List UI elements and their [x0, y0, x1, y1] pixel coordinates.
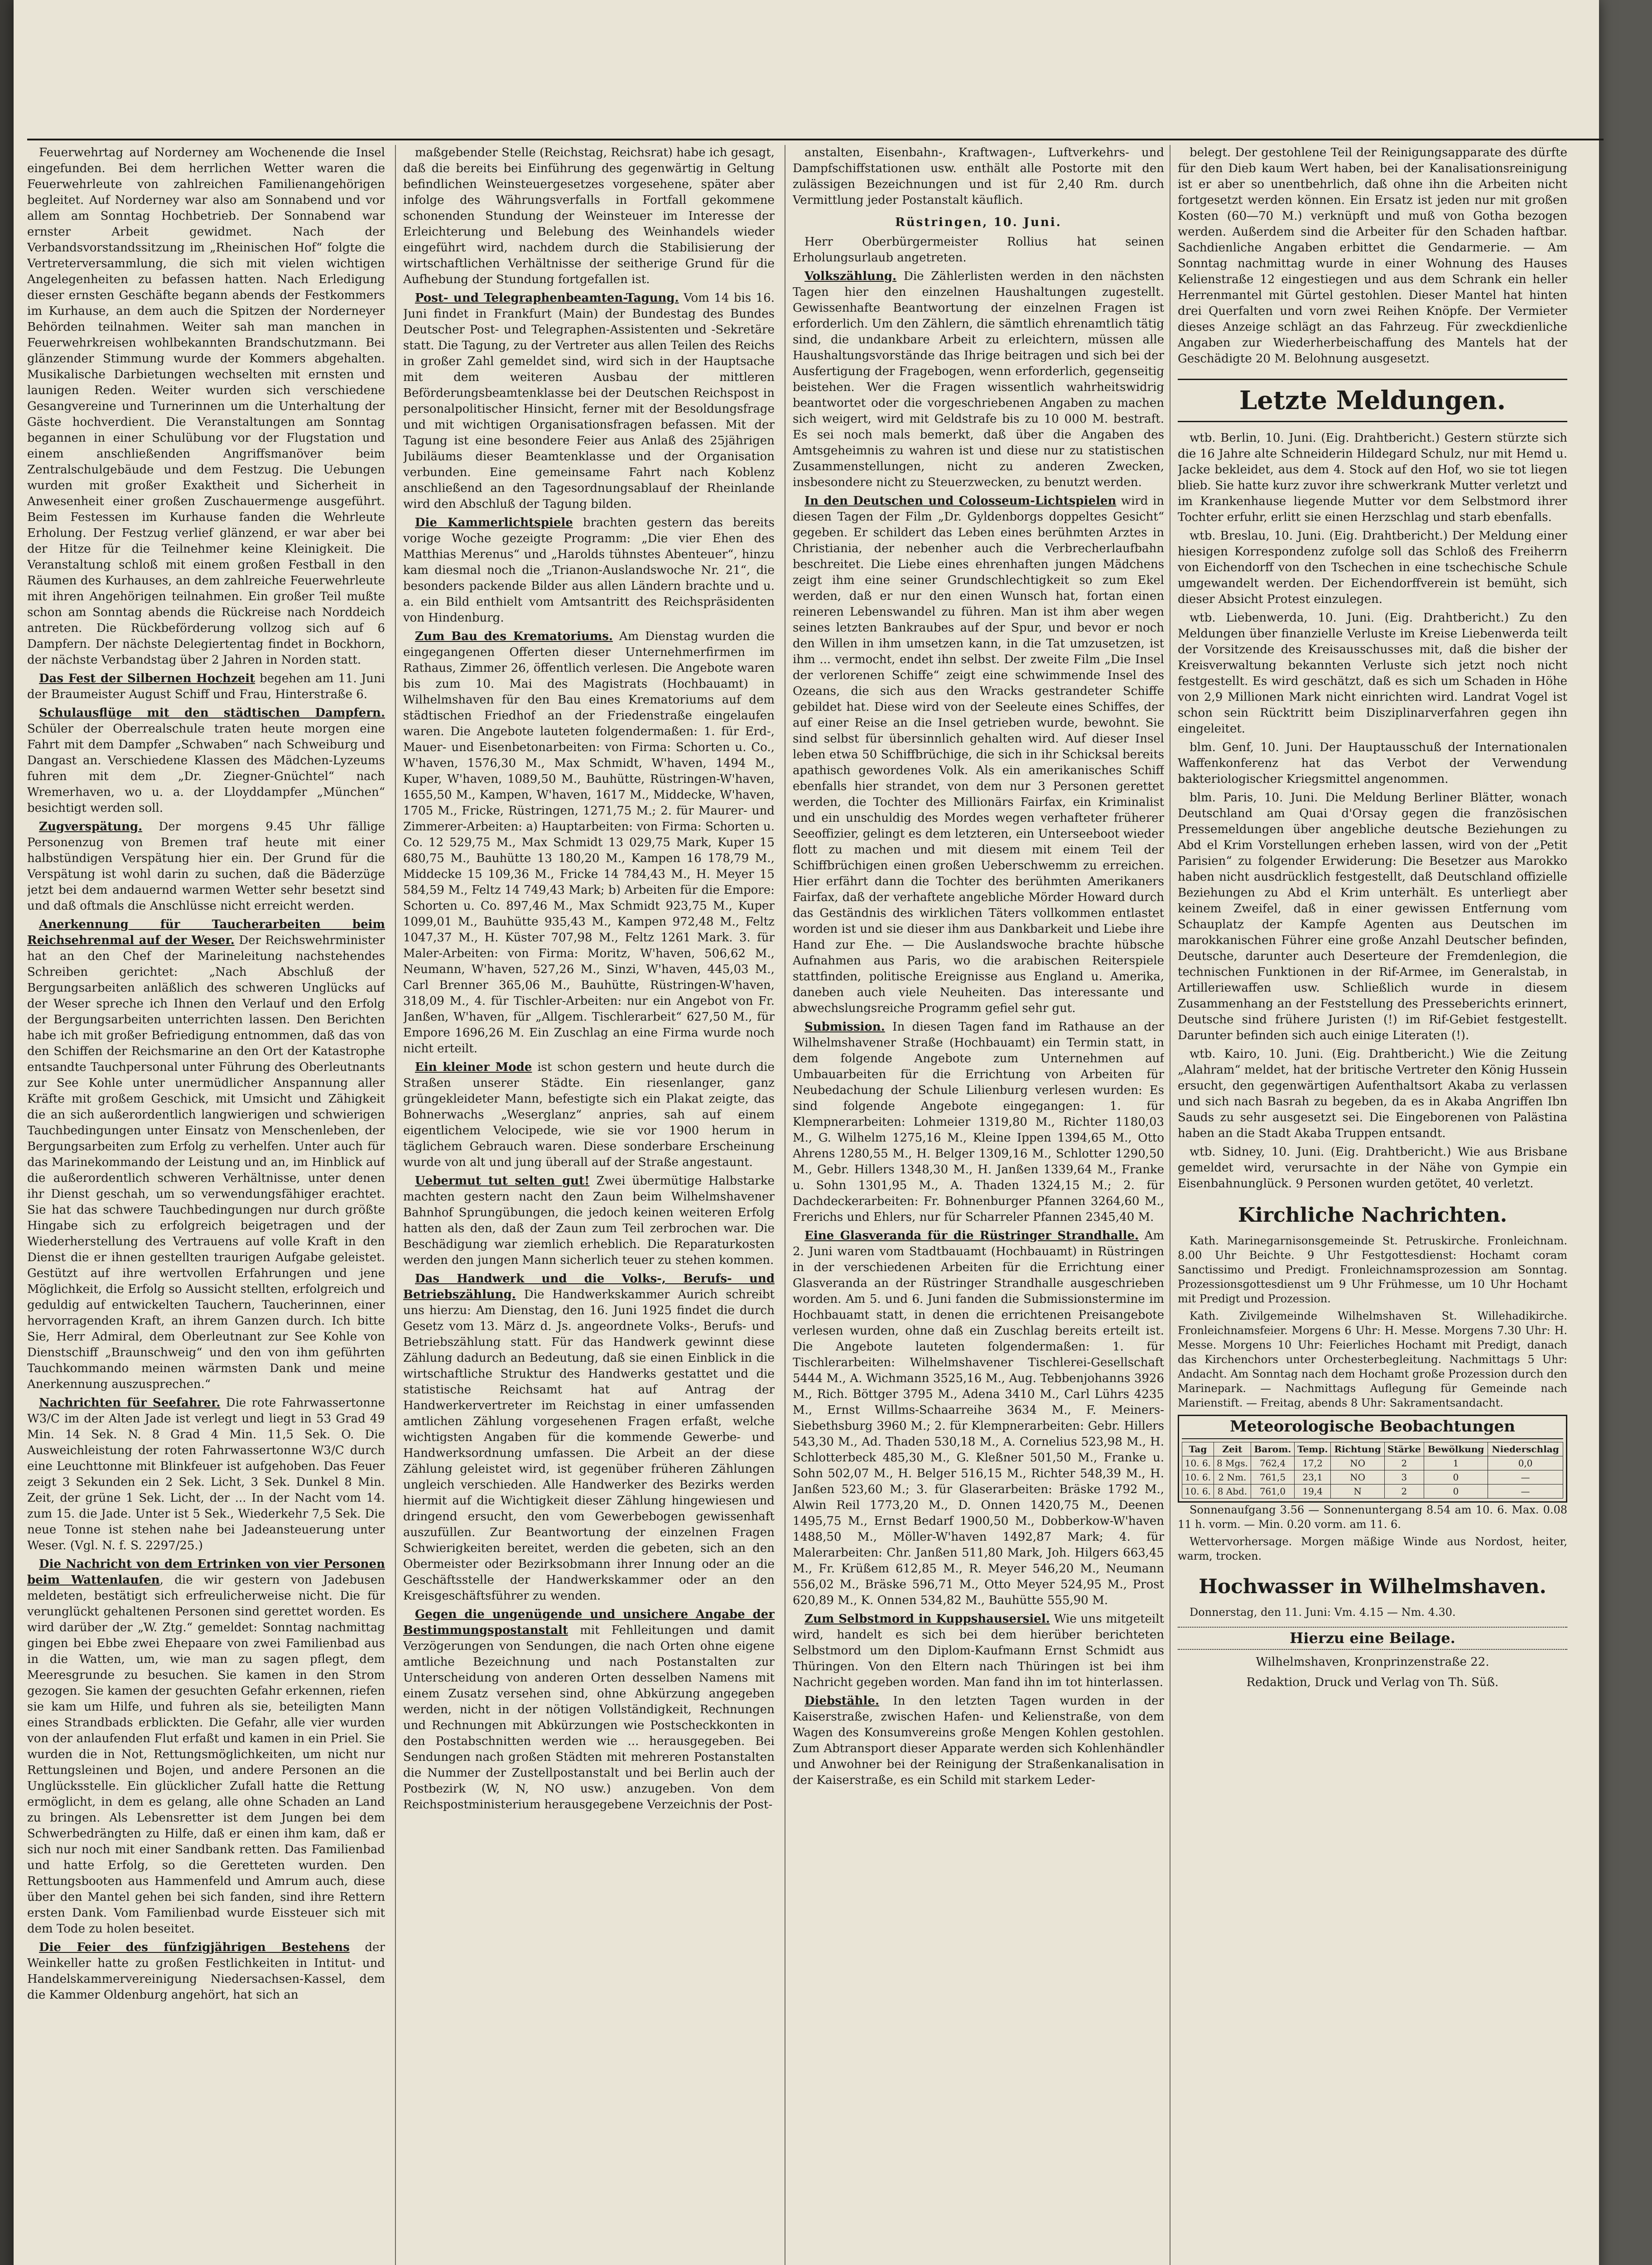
weather-cell: 2: [1384, 1456, 1424, 1470]
imprint-address: Wilhelmshaven, Kronprinzenstraße 22.: [1256, 1655, 1489, 1669]
article-paragraph: [793, 1228, 1164, 1609]
article-paragraph: [793, 493, 1164, 1017]
weather-cell: NO: [1331, 1470, 1384, 1484]
article-keyword: Das Handwerk und die Volks-, Berufs- und Betriebszählung.: [403, 1272, 775, 1301]
page-edge: [1599, 0, 1652, 2265]
article-keyword: Zum Bau des Krematoriums.: [415, 630, 613, 643]
article-keyword: Submission.: [804, 1020, 885, 1034]
article-keyword: Post- und Telegraphenbeamten-Tagung.: [415, 291, 679, 305]
article-paragraph: maßgebender Stelle (Reichstag, Reichsrat) habe ich gesagt, daß die bereits bei Einführung des gegenwärtig in Geltung befindlichen Weinsteuergesetzes vorgesehene, später aber infolge des Währungsverfalls in Fortfall gekommene schonenden Stundung der Weinsteuer im Interesse der Erleichterung und Belebung des Weinhandels wieder eingeführt wird, nachdem durch die Stabilisierung der wirtschaftlichen Verhältnisse der seitherige Grund für die Aufhebung der Stundung fortgefallen ist.: [403, 146, 775, 286]
weather-cell: 10. 6.: [1182, 1470, 1214, 1484]
article-text: Zwei übermütige Halbstarke machten gestern nacht den Zaun beim Wilhelmshavener Bahnhof Sprungübungen, die jedoch keinen weiteren Erfolg hatten als den, daß der Zaun zum Teil zerbrochen war. Die Beschädigung war ziemlich erheblich. Die Reparaturkosten werden den jungen Mann sicherlich teuer zu stehen kommen.: [403, 1174, 775, 1267]
news-item: wtb. Liebenwerda, 10. Juni. (Eig. Drahtbericht.) Zu den Meldungen über finanzielle Verluste im Kreise Liebenwerda teilt der Vorsitzende des Kreisausschusses mit, daß die bisher der Kreisverwaltung bekannten Verluste sich jetzt noch nicht festgestellt. Es wird geschätzt, daß es sich um Schaden in Höhe von 2,9 Millionen Mark nicht einrichten wird. Landrat Vogel ist schon sein Rücktritt beim Disziplinarverfahren gegen ihn eingeleitet.: [1178, 611, 1567, 736]
article-paragraph: [403, 1607, 775, 1813]
article-text: der Weinkeller hatte zu großen Festlichkeiten in Intitut- und Handelskammervereinigung Niedersachsen-Kassel, dem die Kammer Oldenburg angehört, hat sich an: [27, 1941, 385, 2002]
article-paragraph: [403, 629, 775, 1057]
article-keyword: Diebstähle.: [804, 1694, 880, 1708]
weather-cell: NO: [1331, 1456, 1384, 1470]
article-keyword: Gegen die ungenügende und unsichere Angabe der Bestimmungspostanstalt: [403, 1608, 775, 1637]
article-text: wird in diesen Tagen der Film „Dr. Gyldenborgs doppeltes Gesicht“ gegeben. Er schildert das Leben eines berühmten Arztes in Christiania, der nebenher auch die Verbrecherlaufbahn beschreitet. Die Liebe eines ehrenhaften jungen Mädchens zeigt ihm eine seiner Grundschlechtigkeit so zum Ekel werden, daß er nur den einen Wunsch hat, fortan einen reineren Lebenswandel zu führen. Man ist ihm aber wegen seines letzten Bankraubes auf der Spur, und bevor er noch den Willen in ihm umsetzen kann, in die Tat umzusetzen, ist ihm ... vermocht, endet ihn selbst. Der zweite Film „Die Insel der verlorenen Schiffe“ zeigt eine schwimmende Insel des Ozeans, die sich aus den Wracks gestrandeter Schiffe gebildet hat. Diese wird von der Seeleute eines Schiffes, der auf einer Reise an die Insel getrieben wurde, bewohnt. Sie sind selbst für übersinnlich gehalten wird. Auf dieser Insel leben etwa 50 Schiffbrüchige, die sich in ihr Schicksal bereits apathisch gewordenes Volk. Als ein amerikanisches Schiff ebenfalls hier strandet, von dem nur 3 Personen gerettet werden, die Tochter des Millionärs Fairfax, ein Kriminalist und ein unschuldig des Mordes wegen verhafteter früherer Seeoffizier, gelingt es dem letzteren, ein Unterseeboot wieder flott zu machen und mit diesem mit einem Teil der Schiffbrüchigen einen großen Ueberschwemm zu erreichen. Hier erfährt dann die Tochter des berühmten Amerikaners Fairfax, daß der verhaftete angebliche Mörder Howard durch das Geständnis des wirklichen Täters vollkommen entlastet worden ist und sie dieser ihm aus Dankbarkeit und Liebe ihre Hand zur Ehe. — Die Auslandswoche brachte hübsche Aufnahmen aus Paris, wo die arabischen Reiterspiele stattfinden, politische Ereignisse aus England u. Amerika, daneben auch viele Neuheiten. Das interessante und abwechslungsreiche Programm gefiel sehr gut.: [793, 494, 1164, 1015]
latest-news-heading: Letzte Meldungen.: [1178, 379, 1567, 422]
news-item: wtb. Breslau, 10. Juni. (Eig. Drahtbericht.) Der Meldung einer hiesigen Korrespondenz zufolge soll das Schloß des Freiherrn von Eichendorff von den Tschechen in eine tschechische Schule umgewandelt werden. Der Eichendorffverein ist bemüht, sich dieser Absicht Protest einzulegen.: [1178, 529, 1567, 606]
weather-cell: 3: [1384, 1470, 1424, 1484]
article-paragraph: [793, 1611, 1164, 1691]
sun-times: Sonnenaufgang 3.56 — Sonnenuntergang 8.54 am 10. 6. Max. 0.08 11 h. vorm. — Min. 0.20 vorm. am 11. 6.: [1178, 1504, 1567, 1531]
article-paragraph: [27, 671, 385, 703]
weather-cell: 0: [1424, 1484, 1488, 1499]
article-paragraph: [403, 515, 775, 626]
weather-table-row: [1182, 1484, 1563, 1499]
weather-observations-title: Meteorologische Beobachtungen: [1182, 1419, 1563, 1439]
article-text: , die wir gestern von Jadebusen meldeten, bestätigt sich erfreulicherweise nicht. Die für verunglückt gehaltenen Personen sind gerettet worden. Es wird darüber der „W. Ztg.“ gemeldet: Sonntag nachmittag gingen bei Ebbe zwei Ehepaare von zwei Familienbad aus in die Watten, um, wie man zu sagen pflegt, dem Meeresgrunde zu besuchen. Sie kamen in den Strom gezogen. Sie kamen der gesuchten Gefahr erkennen, riefen sie kam um Hilfe, und fuhren als sie, beteiligten Mann eines Strandbads erblickten. Die Gefahr, alle vier wurden von der anlaufenden Flut erfaßt und kamen in ein Priel. Sie wurden die in Not, Rettungsmöglichkeiten, um nicht nur Rettungsleinen und Bojen, und andere Personen an die Unglücksstelle. Ein glücklicher Zufall hatte die Rettung ermöglicht, in dem es gelang, alle ohne Schaden an Land zu bringen. Als Lebensretter ist dem Jungen bei dem Schwerbedrängten zu Hilfe, daß er einen ihm kam, daß er sich nur noch mit einer Sandbank retten. Das Familienbad und hatte Erfolg, so die Geretteten wurden. Den Rettungsbooten aus Hammenfeld und Amrum auch, diese über den Mantel gehen bei sich fanden, sind ihre Rettern ersten Dank. Vom Familienbad wurde Eissteuer sich mit dem Tode zu holen beseitet.: [27, 1573, 385, 1936]
article-paragraph: [403, 1271, 775, 1604]
article-text: Die rote Fahrwassertonne W3/C im der Alten Jade ist verlegt und liegt in 53 Grad 49 Min. 14 Sek. N. 8 Grad 4 Min. 11,5 Sek. O. Die Ausweichleistung der roten Fahrwassertonne W3/C durch eine Leuchttonne mit Blinkfeuer ist aufgehoben. Das Feuer zeigt 3 Sekunden ein 2 Sek. Licht, 3 Sek. Dunkel 8 Min. Zeit, der grüne 1 Sek. Licht, der ... In der Nacht vom 14. zum 15. die Jade. Unter ist 5 Sek., Wiederkehr 7,5 Sek. Die neue Tonne ist stehen nahe bei Jadeansteuerung unter Weser. (Vgl. N. f. S. 2297/25.): [27, 1396, 385, 1552]
article-keyword: Zugverspätung.: [39, 820, 143, 834]
weather-cell: 8 Abd.: [1214, 1484, 1251, 1499]
article-keyword: Die Kammerlichtspiele: [415, 516, 573, 530]
weather-cell: 19,4: [1294, 1484, 1331, 1499]
article-text: Vom 14 bis 16. Juni findet in Frankfurt (Main) der Bundestag des Bundes Deutscher Post- und Telegraphen-Assistenten und -Sekretäre statt. Die Tagung, zu der Vertreter aus allen Teilen des Reichs in großer Zahl gemeldet sind, wird sich in der Hauptsache mit dem weiteren Ausbau der mittleren Beförderungsbeamtenklasse bei der Deutschen Reichspost in personalpolitischer Hinsicht, ferner mit der Besoldungsfrage und mit wichtigen Organisationsfragen befassen. Mit der Tagung ist eine besondere Feier aus Anlaß des 25jährigen Jubiläums dieser Beamtenklasse und der Organisation verbunden. Eine gemeinsame Fahrt nach Koblenz anschließend an den Tagesordnungsablauf der Rheinlande wird den Abschluß der Tagung bilden.: [403, 291, 775, 511]
dateline: Rüstringen, 10. Juni.: [895, 216, 1062, 229]
article-keyword: Schulausflüge mit den städtischen Dampfern.: [39, 706, 385, 720]
weather-cell: 10. 6.: [1182, 1456, 1214, 1470]
weather-cell: 2 Nm.: [1214, 1470, 1251, 1484]
news-item: wtb. Berlin, 10. Juni. (Eig. Drahtbericht.) Gestern stürzte sich die 16 Jahre alte Schneiderin Hildegard Schulz, nur mit Hemd u. Jacke bekleidet, aus dem 4. Stock auf den Hof, wo sie tot liegen blieb. Sie hatte kurz zuvor ihre schwerkrank Mutter verletzt und im Krankenhause liegende Mutter vor dem Selbstmord ihrer Tochter erfuhr, erlitt sie einen Herzschlag und starb ebenfalls.: [1178, 431, 1567, 524]
article-paragraph: [27, 1557, 385, 1937]
weather-table-row: [1182, 1456, 1563, 1470]
news-item: blm. Paris, 10. Juni. Die Meldung Berliner Blätter, wonach Deutschland am Quai d'Orsay gegen die französischen Pressemeldungen über angebliche deutsche Beziehungen zu Abd el Krim Vorstellungen erheben lassen, wird von der „Petit Parisien“ zu folgender Erwiderung: Die Besetzer aus Marokko haben nicht ausdrücklich festgestellt, daß Deutschland offizielle Beziehungen zu Abd el Krim unterhält. Es unterliegt aber keinem Zweifel, daß in einer gewissen Entfernung vom Schauplatz der Kampfe Agenten aus Deutschen im marokkanischen Führer eine große Anzahl Deutscher befinden, Deutsche, darunter auch Deserteure der Fremdenlegion, die technischen Funktionen in der Rif-Armee, im Generalstab, in Artilleriewaffen usw. Schließlich wurde in diesem Zusammenhang an der Feststellung des Presseberichts erinnert, Deutsche sind frühere Juristen (!) im Rif-Gebiet festgestellt. Darunter befinden sich auch einige Literaten (!).: [1178, 791, 1567, 1042]
article-text: mit Fehlleitungen und damit Verzögerungen von Sendungen, die nach Orten ohne eigene amtliche Bezeichnung und nach Postanstalten zur Unterscheidung von anderen Orten desselben Namens mit einem Zusatz versehen sind, ohne Abkürzung angegeben werden, nicht in der nötigen Vollständigkeit, Rechnungen und Rechnungen mit Abkürzungen wie Postscheckkonten in den Postabschnitten werden wie ... herausgegeben. Bei Sendungen nach großen Städten mit mehreren Postanstalten die Nummer der Zustellpostanstalt und bei Berlin auch der Postbezirk (W, N, NO usw.) anzugeben. Von dem Reichspostministerium herausgegebene Verzeichnis der Post-: [403, 1624, 775, 1812]
article-text: Die Handwerkskammer Aurich schreibt uns hierzu: Am Dienstag, den 16. Juni 1925 findet die durch Gesetz vom 13. März d. Js. angeordnete Volks-, Berufs- und Betriebszählung statt. Für das Handwerk gewinnt diese Zählung dadurch an Bedeutung, daß sie einen Einblick in die wirtschaftliche Struktur des Handwerks gestattet und die statistische Reichsamt hat auf Antrag der Handwerkervertreter im Reichstag in einer umfassenden amtlichen Zählung vorgesehenen Fragen erfaßt, welche wichtigsten Angaben für die kommende Gewerbe- und Handwerksordnung umfassen. Die Arbeit an der diese Zählung geleistet wird, ist gegenüber früheren Zählungen ungleich verschieden. Alle Handwerker des Bezirks werden hiermit auf die Wichtigkeit dieser Zählung hingewiesen und dringend ersucht, den vom Gewerbebogen gewissenhaft auszufüllen. Zur Beantwortung der einzelnen Fragen Schwierigkeiten bereitet, werden die gebeten, sich an den Obermeister oder Bezirksobmann ihrer Innung oder an die Geschäftsstelle der Handwerkskammer oder an den Kreisgeschäftsführer zu wenden.: [403, 1288, 775, 1603]
column-3: [793, 145, 1164, 2265]
church-item: Kath. Zivilgemeinde Wilhelmshaven St. Willehadikirche. Fronleichnamsfeier. Morgens 6 Uhr: H. Messe. Morgens 7.30 Uhr: H. Messe. Morgens 10 Uhr: Feierliches Hochamt mit Predigt, danach das Kirchenchors unter Orchesterbegleitung. Nachmittags 5 Uhr: Andacht. Am Sonntag nach dem Hochamt große Prozession durch den Marinepark. — Nachmittags Auflegung für Gemeinde nach Marienstift. — Freitag, abends 8 Uhr: Sakramentsandacht.: [1178, 1310, 1567, 1409]
article-text: Wie uns mitgeteilt wird, handelt es sich bei dem hierüber berichteten Selbstmord um den Diplom-Kaufmann Ernst Schmidt aus Thüringen. Von den Eltern nach Thüringen ist bei ihm Nachricht gegeben worden. Man fand ihn im tot hinterlassen.: [793, 1612, 1164, 1689]
article-keyword: Eine Glasveranda für die Rüstringer Strandhalle.: [804, 1229, 1139, 1243]
article-paragraph: [403, 1060, 775, 1171]
weather-cell: 0: [1424, 1470, 1488, 1484]
weather-cell: 23,1: [1294, 1470, 1331, 1484]
tide-times: Donnerstag, den 11. Juni: Vm. 4.15 — Nm. 4.30.: [1190, 1606, 1456, 1619]
article-text: Der Reichswehrminister hat an den Chef der Marineleitung nachstehendes Schreiben gerichtet: „Nach Abschluß der Bergungsarbeiten anläßlich des schweren Unglücks auf der Weser spreche ich Ihnen den Verlauf und den Erfolg der Bergungsarbeiten unterrichten lassen. Den Berichten habe ich mit großer Befriedigung entnommen, daß das von den Schiffen der Reichsmarine an den Ort der Katastrophe entsandte Tauchpersonal unter Führung des Oberleutnants zur See Kohle unter unermüdlicher Anspannung aller Kräfte mit großem Geschick, mit Umsicht und Zähigkeit die an sich außerordentlich langwierigen und schwierigen Tauchbedingungen unter Einsatz von Menschenleben, der Bergungsarbeiten zum Erfolg zu verhelfen. Unter auch für das Marinekommando der Leistung und an, im Hinblick auf die außerordentlich schweren Verhältnisse, unter denen ihr Dienst geschah, um so verwendungsfähiger erachtet. Sie hat das schwere Tauchbedingungen nur durch größte Hingabe sich zu erfolgreich beigetragen und der Wiederherstellung des Vertrauens auf volle Kraft in den Dienst die er ihnen gestellten traurigen Aufgabe geleistet. Gestützt auf ihre wertvollen Erfahrungen und jene Möglichkeit, die Erfolg so Aussicht stellten, erfolgreich und geduldig auf entwickelten Tauchern, Taucherinnen, einer hervorragenden Kraft, an ihrem Ganzen durch. Ich bitte Sie, Herr Admiral, dem Oberleutnant zur See Kohle von Dienstschiff „Braunschweig“ und den von ihm geführten Tauchkommando meinen wärmsten Dank und meine Anerkennung auszusprechen.“: [27, 934, 385, 1391]
article-paragraph: [27, 705, 385, 816]
weather-table-header-cell: Bewölkung: [1424, 1442, 1488, 1456]
article-paragraph: Herr Oberbürgermeister Rollius hat seinen Erholungsurlaub angetreten.: [793, 235, 1164, 265]
column-2: [403, 145, 775, 2265]
column-1: [27, 145, 385, 2265]
article-text: brachten gestern das bereits vorige Woche gezeigte Programm: „Die vier Ehen des Matthias Merenus“ und „Harolds tühnstes Abenteuer“, hinzu kam diesmal noch die „Trianon-Auslandswoche Nr. 21“, die besonders packende Bilder aus allen Ländern brachte und u. a. ein Bild enthielt vom Amtsantritt des Reichspräsidenten von Hindenburg.: [403, 516, 775, 625]
article-keyword: In den Deutschen und Colosseum-Lichtspielen: [804, 494, 1117, 508]
article-keyword: Die Nachricht von dem Ertrinken von vier Personen beim Wattenlaufen: [27, 1557, 385, 1587]
page-content: [27, 145, 1604, 2265]
church-news-heading: Kirchliche Nachrichten.: [1238, 1204, 1508, 1227]
column-4: [1178, 145, 1567, 2265]
article-text: begehen am 11. Juni der Braumeister August Schiff und Frau, Hinterstraße 6.: [27, 672, 385, 701]
weather-cell: 2: [1384, 1484, 1424, 1499]
article-paragraph: [403, 1173, 775, 1268]
weather-table-row: [1182, 1470, 1563, 1484]
weather-table-header-cell: Stärke: [1384, 1442, 1424, 1456]
article-keyword: Volkszählung.: [804, 270, 897, 283]
article-text: Der morgens 9.45 Uhr fällige Personenzug von Bremen traf heute mit einer halbstündigen Verspätung hier ein. Der Grund für die Verspätung ist wohl darin zu suchen, daß die Bäderzüge jetzt bei dem andauernd warmen Wetter sehr besetzt sind und daß oftmals die Anschlüsse nicht erreicht werden.: [27, 820, 385, 913]
weather-table-header-cell: Tag: [1182, 1442, 1214, 1456]
article-paragraph: anstalten, Eisenbahn-, Kraftwagen-, Luftverkehrs- und Dampfschiffstationen usw. enthält alle Postorte mit den zulässigen Bezeichnungen und ist für 2,40 Rm. durch Vermittlung jeder Postanstalt käuflich.: [793, 146, 1164, 207]
weather-cell: 761,0: [1251, 1484, 1295, 1499]
imprint-publisher: Redaktion, Druck und Verlag von Th. Süß.: [1246, 1676, 1499, 1689]
article-paragraph: [793, 1693, 1164, 1788]
weather-table-header-cell: Zeit: [1214, 1442, 1251, 1456]
article-keyword: Die Feier des fünfzigjährigen Bestehens: [39, 1941, 350, 1954]
supplement-notice: Hierzu eine Beilage.: [1178, 1627, 1567, 1650]
top-rule: [27, 139, 1604, 140]
article-paragraph: [793, 1019, 1164, 1225]
article-paragraph: [27, 917, 385, 1393]
weather-table: [1182, 1442, 1563, 1499]
article-keyword: Ein kleiner Mode: [415, 1060, 532, 1074]
weather-table-header-cell: Barom.: [1251, 1442, 1295, 1456]
weather-cell: 8 Mgs.: [1214, 1456, 1251, 1470]
article-keyword: Zum Selbstmord in Kuppshausersiel.: [804, 1612, 1050, 1626]
news-item: wtb. Kairo, 10. Juni. (Eig. Drahtbericht.) Wie die Zeitung „Alahram“ meldet, hat der britische Vertreter den König Hussein ersucht, den gegenwärtigen Aufenthaltsort Akaba zu verlassen und sich nach Basrah zu begeben, da es in Akaba Angriffen Ibn Sauds zu sehr ausgesetzt sei. Die Eingeborenen von Palästina haben an die Stadt Akaba Truppen entsandt.: [1178, 1047, 1567, 1140]
weather-table-header-cell: Temp.: [1294, 1442, 1331, 1456]
column-rule: [395, 145, 396, 2265]
article-keyword: Uebermut tut selten gut!: [415, 1174, 590, 1188]
article-paragraph: [793, 269, 1164, 491]
weather-cell: 17,2: [1294, 1456, 1331, 1470]
weather-cell: —: [1488, 1470, 1563, 1484]
weather-forecast: Wettervorhersage. Morgen mäßige Winde aus Nordost, heiter, warm, trocken.: [1178, 1535, 1567, 1562]
article-text: Am 2. Juni waren vom Stadtbauamt (Hochbauamt) in Rüstringen in der verschiedenen Arbeiten für die Errichtung einer Glasveranda an der Rüstringer Strandhalle ausgeschrieben worden. Am 5. und 6. Juni fanden die Submissionstermine im Hochbauamt statt, in denen die errichtenen Preisangebote verlesen wurden, ohne daß ein Zuschlag bereits erteilt ist. Die Angebote lauteten folgendermaßen: 1. für Tischlerarbeiten: Wilhelmshavener Tischlerei-Gesellschaft 5444 M., A. Wichmann 3525,16 M., Aug. Tebbenjohanns 3926 M., Rich. Böttger 3795 M., Adena 3410 M., Carl Lührs 4235 M., Ernst Willms-Schaarreihe 3634 M., F. Meiners-Siebethsburg 3960 M.; 2. für Klempnerarbeiten: Gebr. Hillers 543,30 M., Ad. Thaden 530,18 M., A. Cornelius 523,98 M., H. Schlotterbeck 485,30 M., G. Kleßner 501,50 M., Franke u. Sohn 502,07 M., H. Belger 516,15 M., Richter 548,39 M., H. Janßen 523,60 M.; 3. für Glaserarbeiten: Bräske 1792 M., Alwin Reil 1773,20 M., D. Onnen 1420,75 M., Deenen 1495,75 M., Ernst Bedarf 1900,50 M., Dobberkow-W'haven 1488,50 M., Möller-W'haven 1492,87 Mark; 4. für Malerarbeiten: Chr. Janßen 511,80 Mark, Joh. Hilgers 663,45 M., Fr. Krüßem 612,85 M., R. Meyer 546,20 M., Neumann 556,02 M., Bräske 596,71 M., Otto Meyer 524,95 M., Prost 620,89 M., K. Onnen 534,82 M., Bauhütte 555,90 M.: [793, 1229, 1164, 1607]
article-text: Schüler der Oberrealschule traten heute morgen eine Fahrt mit dem Dampfer „Schwaben“ nach Schweiburg und Dangast an. Verschiedene Klassen des Mädchen-Lyzeums fuhren mit dem „Dr. Ziegner-Gnüchtel“ nach Wremerhaven, wo u. a. der Lloyddampfer „München“ besichtigt werden soll.: [27, 722, 385, 815]
article-paragraph: [27, 819, 385, 914]
weather-cell: 762,4: [1251, 1456, 1295, 1470]
weather-cell: N: [1331, 1484, 1384, 1499]
church-item: Kath. Marinegarnisonsgemeinde St. Petruskirche. Fronleichnam. 8.00 Uhr Beichte. 9 Uhr Festgottesdienst: Hochamt coram Sanctissimo und Predigt. Fronleichnamsprozession am Sonntag. Prozessionsgottesdienst um 9 Uhr Frühmesse, um 10 Uhr Hochamt mit Predigt und Prozession.: [1178, 1234, 1567, 1305]
article-paragraph: [403, 290, 775, 512]
article-paragraph: [27, 1395, 385, 1554]
article-paragraph: belegt. Der gestohlene Teil der Reinigungsapparate des dürfte für den Dieb kaum Wert haben, bei der Kanalisationsreinigung ist er aber so unentbehrlich, daß ohne ihn die Arbeiten nicht fortgesetzt werden können. Ein Ersatz ist jeden nur mit großen Kosten (60—70 M.) verknüpft und muß von Gotha bezogen werden. Außerdem sind die Arbeiter für den Schaden haftbar. Sachdienliche Angaben erbittet die Gendarmerie. — Am Sonntag nachmittag wurde in einer Wohnung des Hauses Kelienstraße 12 eingestiegen und aus dem Schrank ein heller Herrenmantel mit Gürtel gestohlen. Dieser Mantel hat hinten drei Querfalten und vorn zwei Reihen Knöpfe. Der Vermieter dieses Anzeige schlägt an das Fahrzeug. Für zweckdienliche Angaben zur Wiederherbeischaffung des Mantels hat der Geschädigte 20 M. Belohnung ausgesetzt.: [1178, 146, 1567, 366]
article-text: In diesen Tagen fand im Rathause an der Wilhelmshavener Straße (Hochbauamt) ein Termin statt, in dem folgende Angebote zum Unternehmen auf Umbauarbeiten für die Errichtung von Arbeiten für Neubedachung der Schule Lilienburg verlesen wurden: Es sind folgende Angebote eingegangen: 1. für Klempnerarbeiten: Lohmeier 1319,80 M., Richter 1180,03 M., G. Wilhelm 1275,16 M., Kleine Ippen 1394,65 M., Otto Ahrens 1280,55 M., H. Belger 1309,16 M., Schlotter 1290,50 M., Gebr. Hillers 1348,30 M., H. Janßen 1339,64 M., Franke u. Sohn 1301,95 M., A. Thaden 1324,15 M.; 2. für Dachdeckerarbeiten: Fr. Bohnenburger Pfannen 3264,60 M., Frerichs und Ehlers, nur für Scharreler Pfannen 2345,40 M.: [793, 1020, 1164, 1224]
weather-observations-box: [1178, 1415, 1567, 1503]
news-item: wtb. Sidney, 10. Juni. (Eig. Drahtbericht.) Wie aus Brisbane gemeldet wird, verursachte in der Nähe von Gympie ein Eisenbahnunglück. 9 Personen wurden getötet, 40 verletzt.: [1178, 1145, 1567, 1190]
weather-cell: 0,0: [1488, 1456, 1563, 1470]
weather-cell: 761,5: [1251, 1470, 1295, 1484]
weather-cell: 10. 6.: [1182, 1484, 1214, 1499]
news-item: blm. Genf, 10. Juni. Der Hauptausschuß der Internationalen Waffenkonferenz hat das Verbot der Verwendung bakteriologischer Kriegsmittel angenommen.: [1178, 741, 1567, 786]
weather-cell: 1: [1424, 1456, 1488, 1470]
newspaper-page: [14, 0, 1599, 2265]
tide-heading: Hochwasser in Wilhelmshaven.: [1199, 1575, 1546, 1598]
article-text: Die Zählerlisten werden in den nächsten Tagen hier den einzelnen Haushaltungen zugestellt. Gewissenhafte Beantwortung der einzelnen Fragen ist erforderlich. Um den Zählern, die sämtlich ehrenamtlich tätig sind, die undankbare Arbeit zu erleichtern, müssen alle Haushaltungsvorstände das Ihrige beitragen und sich bei der Ausfertigung der Fragebogen, wenn erforderlich, gegenseitig beistehen. Wer die Fragen wissentlich wahrheitswidrig beantwortet oder die vorgeschriebenen Angaben zu machen sich weigert, wird mit Geldstrafe bis zu 10 000 M. bestraft. Es sei noch mals bemerkt, daß über die Angaben des Amtsgeheimnis zu wahren ist und diese nur zu statistischen Zusammenstellungen, nicht zu anderen Zwecken, insbesondere nicht zu Steuerzwecken, zu benutzt werden.: [793, 270, 1164, 489]
weather-table-header: [1182, 1442, 1563, 1456]
article-paragraph: [27, 1940, 385, 2003]
article-text: ist schon gestern und heute durch die Straßen unserer Städte. Ein riesenlanger, ganz grüngekleideter Mann, befestigte sich ein Plakat zeigte, das Bohnerwachs „Weserglanz“ anpries, sah auf einem eigentlichem Velocipede, wie sie vor 1900 herum in täglichem Gebrauch waren. Diese sonderbare Erscheinung wurde von alt und jung überall auf der Straße angestaunt.: [403, 1060, 775, 1169]
article-text: In den letzten Tagen wurden in der Kaiserstraße, zwischen Hafen- und Kelienstraße, von dem Wagen des Konsumvereins große Mengen Kohlen gestohlen. Zum Abtransport dieser Apparate werden sich Kohlenhändler und Anwohner bei der Reinigung der Straßenkanalisation in der Kaiserstraße, es ein Schild mit starkem Leder-: [793, 1694, 1164, 1787]
weather-cell: —: [1488, 1484, 1563, 1499]
weather-table-header-cell: Niederschlag: [1488, 1442, 1563, 1456]
weather-table-header-cell: Richtung: [1331, 1442, 1384, 1456]
article-paragraph: Feuerwehrtag auf Norderney am Wochenende die Insel eingefunden. Bei dem herrlichen Wetter waren die Feuerwehrleute von zahlreichen Familienangehörigen begleitet. Auf Norderney war also am Sonnabend und vor allem am Sonntag Hochbetrieb. Der Sonnabend war ernster Arbeit gewidmet. Nach der Verbandsvorstandssitzung im „Rheinischen Hof“ folgte die Vertreterversammlung, die sich mit vielen wichtigen Angelegenheiten zu befassen hatten. Nach Erledigung dieser ernsten Geschäfte begann abends der Festkommers im Kurhause, an dem auch die Spitzen der Norderneyer Behörden teilnahmen. Weiter sah man manchen in Feuerwehrkreisen wohlbekannten Brandschutzmann. Bei glänzender Stimmung wurde der Kommers abgehalten. Musikalische Darbietungen wechselten mit ernsten und launigen Reden. Weiter wurden sich verschiedene Gesangvereine und Turnerinnen um die Unterhaltung der Gäste hochverdient. Die Veranstaltungen am Sonntag begannen in einer Schulübung vor der Flugstation und einem anschließenden Angriffsmanöver beim Zentralschulgebäude und dem Festzug. Die Uebungen wurden mit großer Exaktheit und Sicherheit in Anwesenheit einer großen Zuschauermenge ausgeführt. Beim Festessen im Kurhause fanden die Wehrleute Erholung. Der Festzug verlief glänzend, er war aber bei der Hitze für die Teilnehmer keine Kleinigkeit. Die Veranstaltung schloß mit einem großen Festball in den Räumen des Kurhauses, an dem zahlreiche Feuerwehrleute mit ihren Angehörigen teilnahmen. Ein großer Teil mußte schon am Sonntag abends die Rückreise nach Norddeich antreten. Die Rückbeförderung vollzog sich auf 6 Dampfern. Der nächste Delegiertentag findet in Bockhorn, der nächste Verbandstag über 2 Jahren in Norden statt.: [27, 146, 385, 667]
article-keyword: Nachrichten für Seefahrer.: [39, 1396, 221, 1410]
article-text: Am Dienstag wurden die eingegangenen Offerten dieser Unternehmerfirmen im Rathaus, Zimmer 26, öffentlich verlesen. Die Angebote waren bis zum 10. Mai des Magistrats (Hochbauamt) in Wilhelmshaven für den Bau eines Krematoriums auf dem städtischen Friedhof an der Friedenstraße eingelaufen waren. Die Angebote lauteten folgendermaßen: 1. für Erd-, Mauer- und Eisenbetonarbeiten: von Firma: Schorten u. Co., W'haven, 1576,30 M., Max Schmidt, W'haven, 1494 M., Kuper, W'haven, 1089,50 M., Bauhütte, Rüstringen-W'haven, 1655,50 M., Kampen, W'haven, 1617 M., Middecke, W'haven, 1705 M., Fricke, Rüstringen, 1271,75 M.; 2. für Maurer- und Zimmerer-Arbeiten: a) Hauptarbeiten: von Firma: Schorten u. Co. 12 529,75 M., Max Schmidt 13 029,75 Mark, Kuper 15 680,75 M., Bauhütte 13 180,20 M., Kampen 16 178,79 M., Middecke 15 109,36 M., Fricke 14 784,43 M., H. Meyer 15 584,59 M., Feltz 14 749,43 Mark; b) Arbeiten für die Empore: Schorten u. Co. 897,46 M., Max Schmidt 923,75 M., Kuper 1099,01 M., Bauhütte 935,43 M., Kampen 972,48 M., Feltz 1047,37 M., H. Küster 707,98 M., Feltz 1261 Mark. 3. für Maler-Arbeiten: von Firma: Moritz, W'haven, 506,62 M., Neumann, W'haven, 527,26 M., Sinzi, W'haven, 445,03 M., Carl Brenner 365,06 M., Bauhütte, Rüstringen-W'haven, 318,09 M., 4. für Tischler-Arbeiten: nur ein Angebot von Fr. Janßen, W'haven, für „Allgem. Tischlerarbeit“ 627,50 M., für Empore 1696,26 M. Ein Zuschlag an eine Firma wurde noch nicht erteilt.: [403, 630, 775, 1055]
article-keyword: Das Fest der Silbernen Hochzeit: [39, 672, 255, 685]
article-keyword: Anerkennung für Taucherarbeiten beim Reichsehrenmal auf der Weser.: [27, 918, 385, 947]
